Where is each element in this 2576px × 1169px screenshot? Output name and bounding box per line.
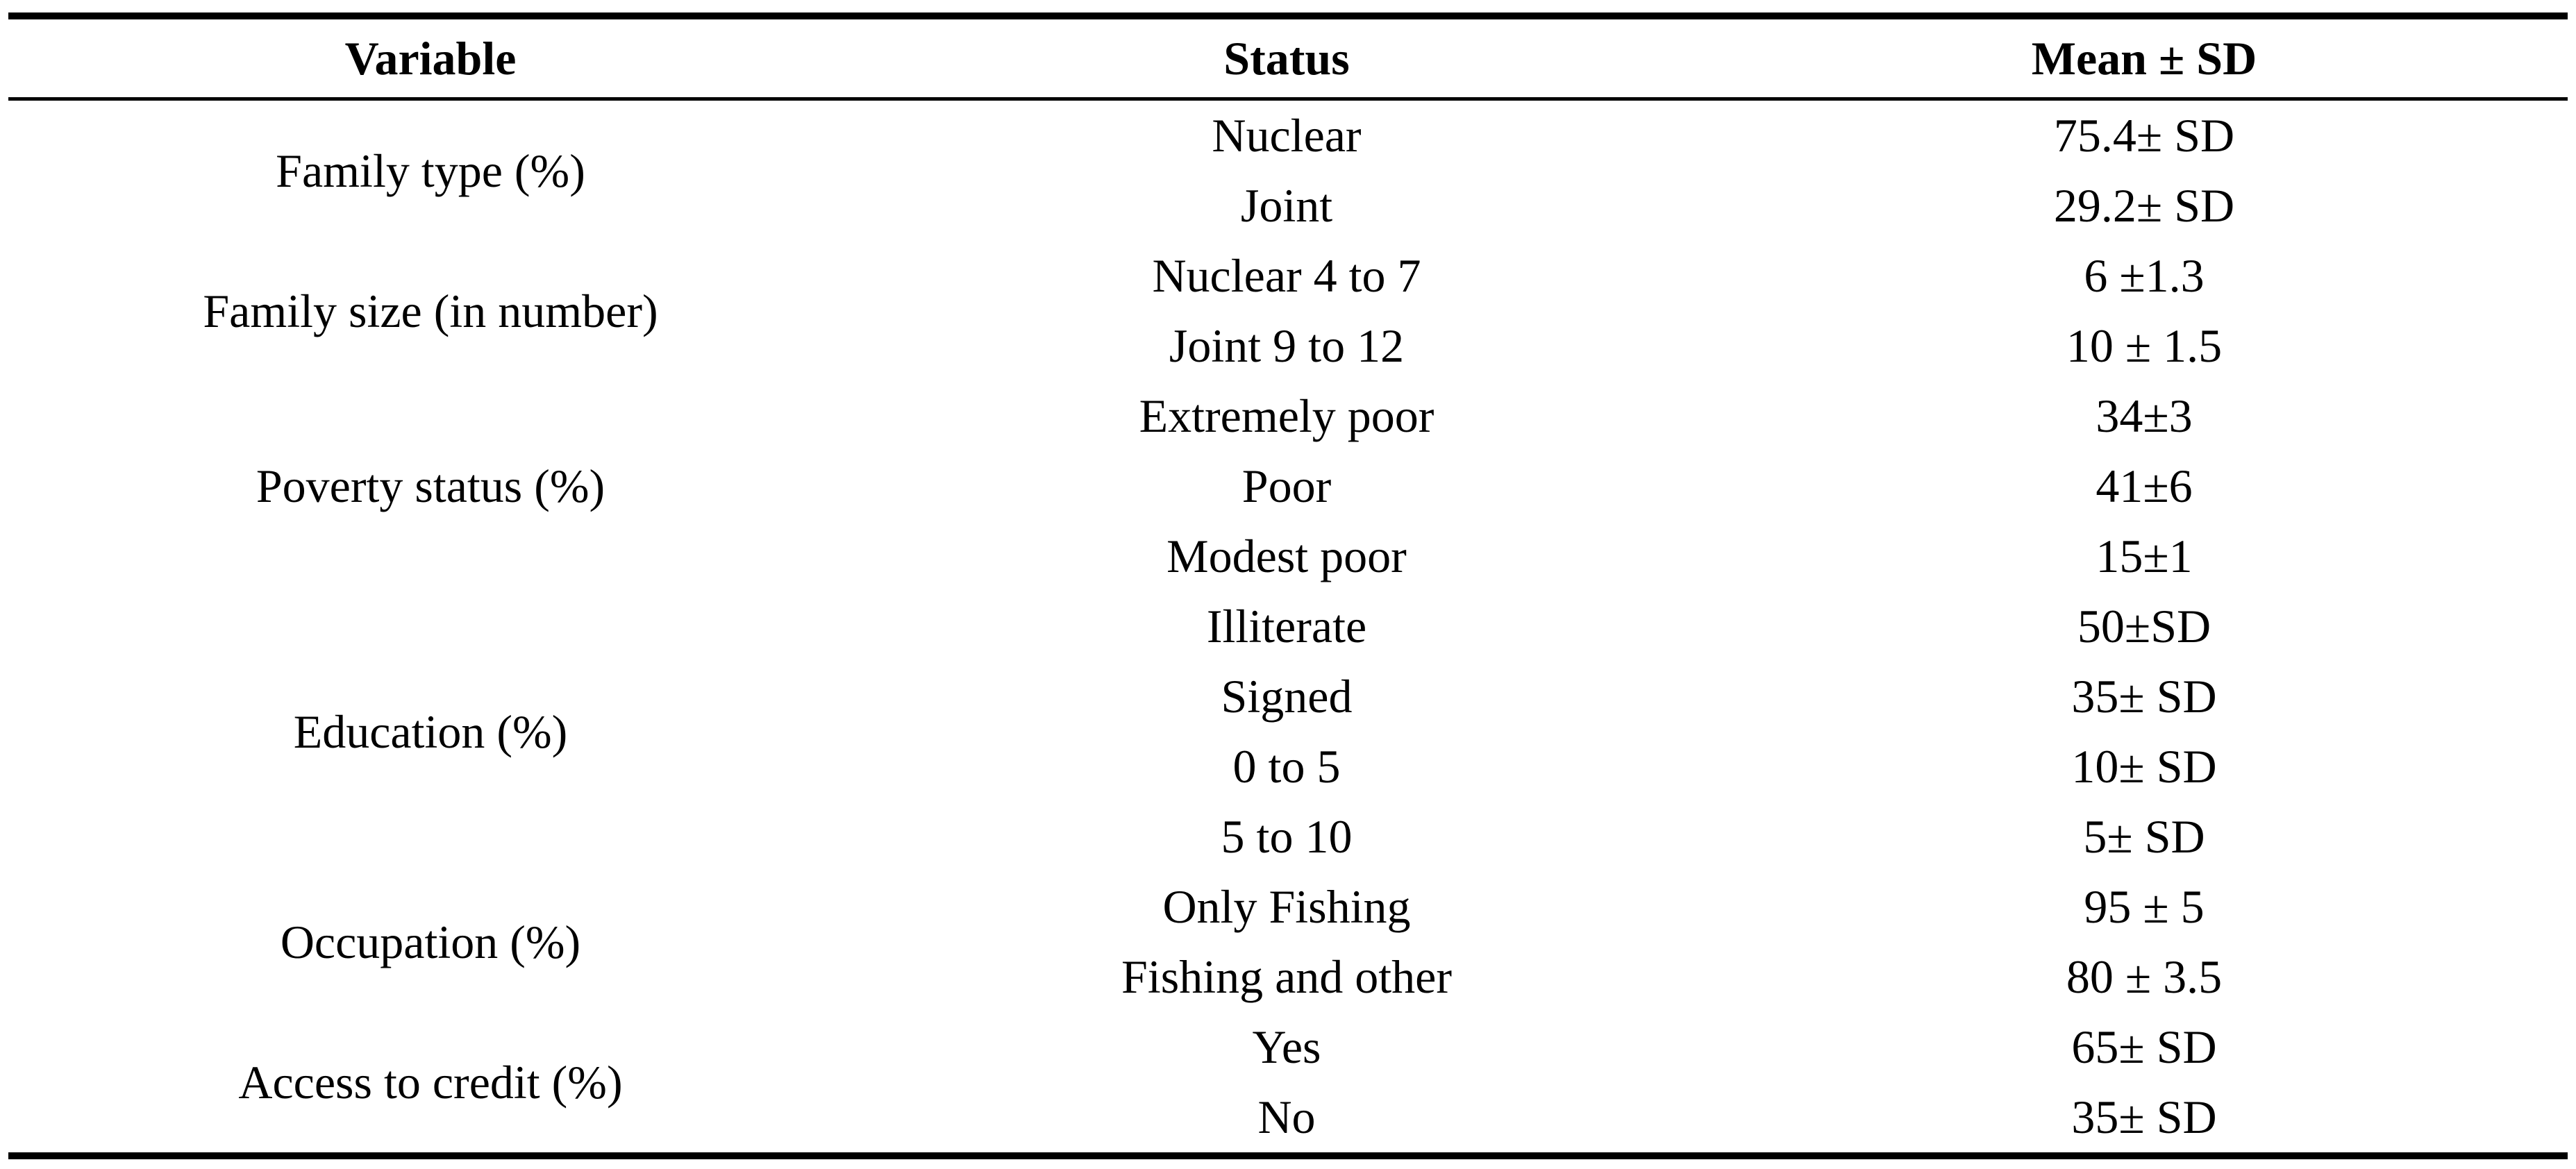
status-cell: Illiterate bbox=[1206, 600, 1367, 653]
variable-cell: Family type (%) bbox=[276, 144, 585, 197]
table-row bbox=[8, 381, 2568, 451]
status-cell: Yes bbox=[1252, 1020, 1321, 1073]
status-cell: Joint bbox=[1240, 179, 1333, 232]
status-cell: Only Fishing bbox=[1162, 880, 1411, 933]
value-cell: 10± SD bbox=[2071, 740, 2217, 793]
header-status: Status bbox=[853, 16, 1721, 99]
variable-cell: Family size (in number) bbox=[203, 284, 658, 337]
value-cell: 65± SD bbox=[2071, 1020, 2217, 1073]
header-variable: Variable bbox=[8, 16, 853, 99]
header-mean-sd: Mean ± SD bbox=[1721, 16, 2568, 99]
header-row bbox=[8, 16, 2568, 99]
value-cell: 5± SD bbox=[2083, 810, 2205, 863]
status-cell: Fishing and other bbox=[1121, 950, 1452, 1003]
value-cell: 6 ±1.3 bbox=[2084, 249, 2205, 302]
value-cell: 34±3 bbox=[2096, 389, 2193, 442]
variable-cell: Access to credit (%) bbox=[238, 1055, 623, 1109]
variable-cell: Poverty status (%) bbox=[256, 460, 605, 512]
status-cell: Signed bbox=[1221, 670, 1353, 723]
value-cell: 50±SD bbox=[2077, 600, 2211, 653]
value-cell: 75.4± SD bbox=[2053, 109, 2235, 162]
status-cell: Nuclear 4 to 7 bbox=[1152, 249, 1421, 302]
status-cell: 0 to 5 bbox=[1232, 740, 1341, 793]
table-row bbox=[8, 1012, 2568, 1082]
status-cell: Extremely poor bbox=[1139, 389, 1435, 442]
value-cell: 10 ± 1.5 bbox=[2066, 319, 2223, 372]
demographics-table bbox=[8, 12, 2568, 1159]
value-cell: 35± SD bbox=[2071, 670, 2217, 723]
variable-cell: Occupation (%) bbox=[280, 915, 581, 968]
status-cell: 5 to 10 bbox=[1221, 810, 1353, 863]
value-cell: 29.2± SD bbox=[2053, 179, 2235, 232]
table-row bbox=[8, 99, 2568, 171]
value-cell: 80 ± 3.5 bbox=[2066, 950, 2223, 1003]
value-cell: 35± SD bbox=[2071, 1091, 2217, 1143]
value-cell: 15±1 bbox=[2096, 530, 2193, 582]
table-row bbox=[8, 591, 2568, 662]
status-cell: Nuclear bbox=[1212, 109, 1362, 162]
data-table-container bbox=[8, 12, 2568, 1159]
status-cell: No bbox=[1257, 1091, 1316, 1143]
status-cell: Joint 9 to 12 bbox=[1169, 319, 1405, 372]
variable-cell: Education (%) bbox=[293, 705, 568, 758]
value-cell: 41±6 bbox=[2096, 460, 2193, 512]
value-cell: 95 ± 5 bbox=[2084, 880, 2205, 933]
status-cell: Poor bbox=[1241, 460, 1332, 512]
table-row bbox=[8, 241, 2568, 311]
status-cell: Modest poor bbox=[1166, 530, 1407, 582]
table-row bbox=[8, 872, 2568, 942]
